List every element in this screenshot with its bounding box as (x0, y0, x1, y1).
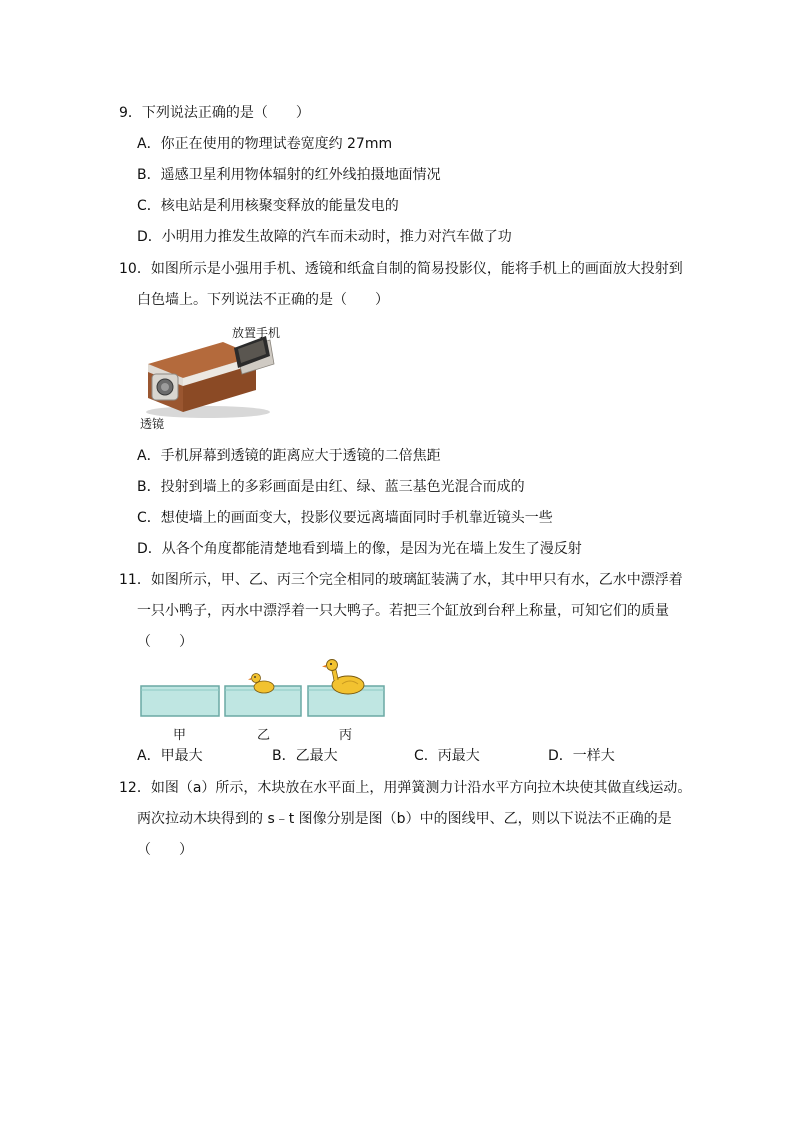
q11-stem-line1: 11．如图所示，甲、乙、丙三个完全相同的玻璃缸装满了水，其中甲只有水，乙水中漂浮着 (119, 572, 683, 588)
tanks-figure (138, 658, 388, 720)
q12-stem-line1: 12．如图（a）所示，木块放在水平面上，用弹簧测力计沿水平方向拉木块使其做直线运动。 (119, 780, 692, 796)
q9-stem: 9．下列说法正确的是（ ） (119, 105, 310, 121)
q12-stem-line3: （ ） (137, 842, 193, 858)
projector-label-lens: 透镜 (140, 417, 165, 431)
q10-option-b: B．投射到墙上的多彩画面是由红、绿、蓝三基色光混合而成的 (137, 479, 525, 495)
q10-stem-line2: 白色墙上。下列说法不正确的是（ ） (137, 292, 389, 308)
q11-option-d: D．一样大 (548, 748, 615, 764)
q11-stem-line3: （ ） (137, 634, 193, 650)
q9-option-d: D．小明用力推发生故障的汽车而未动时，推力对汽车做了功 (137, 229, 512, 245)
q9-option-b: B．遥感卫星利用物体辐射的红外线拍摄地面情况 (137, 167, 441, 183)
tank-label-yi: 乙 (257, 728, 271, 743)
q11-option-c: C．丙最大 (414, 748, 480, 764)
q11-option-b: B．乙最大 (272, 748, 338, 764)
q9-option-c: C．核电站是利用核聚变释放的能量发电的 (137, 198, 399, 214)
q10-option-c: C．想使墙上的画面变大，投影仪要远离墙面同时手机靠近镜头一些 (137, 510, 553, 526)
q11-option-a: A．甲最大 (137, 748, 203, 764)
q10-option-a: A．手机屏幕到透镜的距离应大于透镜的二倍焦距 (137, 448, 441, 464)
q11-stem-line2: 一只小鸭子，丙水中漂浮着一只大鸭子。若把三个缸放到台秤上称量，可知它们的质量 (137, 603, 669, 619)
q10-stem-line1: 10．如图所示是小强用手机、透镜和纸盒自制的简易投影仪，能将手机上的画面放大投射到 (119, 261, 683, 277)
tank-jia (141, 686, 219, 716)
tank-label-jia: 甲 (173, 728, 187, 743)
q12-stem-line2: 两次拉动木块得到的 s﹣t 图像分别是图（b）中的图线甲、乙，则以下说法不正确的是 (137, 811, 672, 827)
projector-label-phone: 放置手机 (232, 326, 281, 340)
q10-option-d: D．从各个角度都能清楚地看到墙上的像，是因为光在墙上发生了漫反射 (137, 541, 582, 557)
tanks-illustration (138, 658, 388, 720)
q9-option-a: A．你正在使用的物理试卷宽度约 27mm (137, 136, 393, 152)
tank-label-bing: 丙 (339, 728, 353, 743)
